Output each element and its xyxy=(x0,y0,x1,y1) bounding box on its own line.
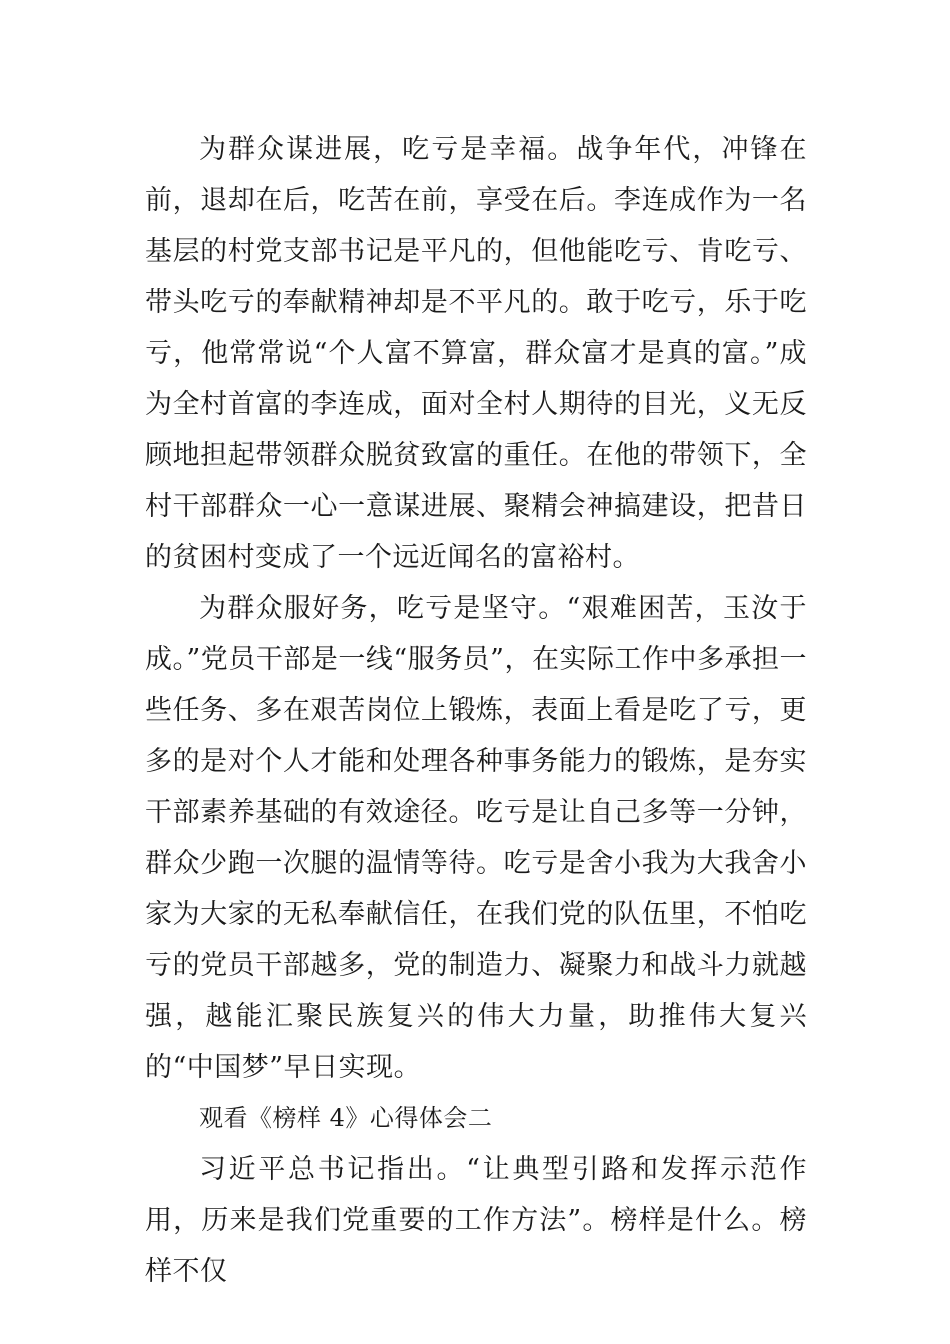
paragraph-1: 为群众谋进展，吃亏是幸福。战争年代，冲锋在前，退却在后，吃苦在前，享受在后。李连成作为一名基层的村党支部书记是平凡的，但他能吃亏、肯吃亏、带头吃亏的奉献精神却是不平凡的。敢于吃亏，乐于吃亏，他常常说“个人富不算富，群众富才是真的富。”成为全村首富的李连成，面对全村人期待的目光，义无反顾地担起带领群众脱贫致富的重任。在他的带领下，全村干部群众一心一意谋进展、聚精会神搞建设，把昔日的贫困村变成了一个远近闻名的富裕村。 xyxy=(145,134,807,573)
paragraph-2: 为群众服好务，吃亏是坚守。“艰难困苦，玉汝于成。”党员干部是一线“服务员”，在实际工作中多承担一些任务、多在艰苦岗位上锻炼，表面上看是吃了亏，更多的是对个人才能和处理各种事务能力的锻炼，是夯实干部素养基础的有效途径。吃亏是让自己多等一分钟，群众少跑一次腿的温情等待。吃亏是舍小我为大我舍小家为大家的无私奉献信任，在我们党的队伍里，不怕吃亏的党员干部越多，党的制造力、凝聚力和战斗力就越强，越能汇聚民族复兴的伟大力量，助推伟大复兴的“中国梦”早日实现。 xyxy=(145,593,807,1083)
section-subtitle: 观看《榜样 4》心得体会二 xyxy=(199,1104,493,1132)
paragraph-3: 习近平总书记指出。“让典型引路和发挥示范作用，历来是我们党重要的工作方法”。榜样是什么。榜样不仅 xyxy=(145,1154,807,1287)
document-body xyxy=(145,124,807,1297)
